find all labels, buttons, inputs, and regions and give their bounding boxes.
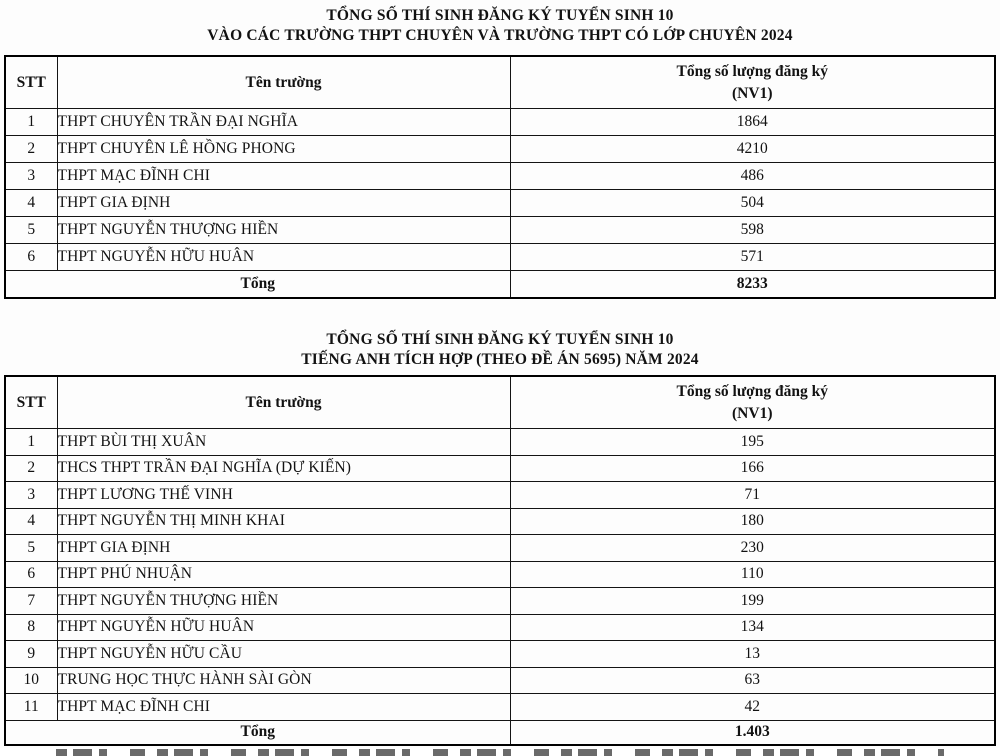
stt-cell: 10 bbox=[5, 667, 57, 694]
school-name-cell: THPT BÙI THỊ XUÂN bbox=[57, 429, 510, 456]
section2-title-line2: TIẾNG ANH TÍCH HỢP (THEO ĐỀ ÁN 5695) NĂM 2024 bbox=[301, 351, 699, 368]
school-name-cell: TRUNG HỌC THỰC HÀNH SÀI GÒN bbox=[57, 667, 510, 694]
count-cell: 1864 bbox=[510, 109, 995, 136]
stt-cell: 11 bbox=[5, 694, 57, 721]
count-cell: 195 bbox=[510, 429, 995, 456]
table-row bbox=[5, 535, 995, 562]
school-name-cell: THPT GIA ĐỊNH bbox=[57, 535, 510, 562]
table-header-row bbox=[5, 56, 995, 109]
school-name-cell: THPT GIA ĐỊNH bbox=[57, 190, 510, 217]
table-row bbox=[5, 136, 995, 163]
stt-cell: 6 bbox=[5, 244, 57, 271]
stt-cell: 5 bbox=[5, 217, 57, 244]
school-name-cell: THPT NGUYỄN THƯỢNG HIỀN bbox=[57, 217, 510, 244]
stt-cell: 5 bbox=[5, 535, 57, 562]
table-row bbox=[5, 429, 995, 456]
school-name-cell: THPT CHUYÊN TRẦN ĐẠI NGHĨA bbox=[57, 109, 510, 136]
school-name-cell: THPT NGUYỄN HỮU HUÂN bbox=[57, 614, 510, 641]
header-count-line2: (NV1) bbox=[732, 84, 773, 102]
table-chuyen-schools bbox=[4, 55, 996, 299]
count-cell: 180 bbox=[510, 508, 995, 535]
school-name-cell: THPT PHÚ NHUẬN bbox=[57, 561, 510, 588]
school-name-cell: THPT LƯƠNG THẾ VINH bbox=[57, 482, 510, 509]
stt-cell: 3 bbox=[5, 163, 57, 190]
school-name-cell: THPT MẠC ĐĨNH CHI bbox=[57, 694, 510, 721]
stt-cell: 8 bbox=[5, 614, 57, 641]
section2-title bbox=[0, 330, 1000, 370]
header-registration-count bbox=[510, 56, 995, 109]
total-row bbox=[5, 271, 995, 299]
school-name-cell: THPT NGUYỄN THỊ MINH KHAI bbox=[57, 508, 510, 535]
count-cell: 486 bbox=[510, 163, 995, 190]
table-row bbox=[5, 455, 995, 482]
table-row bbox=[5, 641, 995, 668]
table-row bbox=[5, 667, 995, 694]
school-name-cell: THPT MẠC ĐĨNH CHI bbox=[57, 163, 510, 190]
section2-title-line1: TỔNG SỐ THÍ SINH ĐĂNG KÝ TUYỂN SINH 10 bbox=[326, 331, 674, 348]
table-row bbox=[5, 561, 995, 588]
stt-cell: 1 bbox=[5, 429, 57, 456]
count-cell: 110 bbox=[510, 561, 995, 588]
count-cell: 504 bbox=[510, 190, 995, 217]
table-row bbox=[5, 614, 995, 641]
stt-cell: 7 bbox=[5, 588, 57, 615]
school-name-cell: THCS THPT TRẦN ĐẠI NGHĨA (DỰ KIẾN) bbox=[57, 455, 510, 482]
table-row bbox=[5, 163, 995, 190]
stt-cell: 4 bbox=[5, 190, 57, 217]
header-count-line2: (NV1) bbox=[732, 404, 773, 422]
stt-cell: 3 bbox=[5, 482, 57, 509]
school-name-cell: THPT NGUYỄN HỮU HUÂN bbox=[57, 244, 510, 271]
table-row bbox=[5, 244, 995, 271]
table-row bbox=[5, 217, 995, 244]
total-value-cell: 1.403 bbox=[510, 720, 995, 745]
stt-cell: 9 bbox=[5, 641, 57, 668]
total-label-cell: Tổng bbox=[5, 271, 510, 299]
table-header-row bbox=[5, 376, 995, 429]
table-row bbox=[5, 508, 995, 535]
section1-title-line2: VÀO CÁC TRƯỜNG THPT CHUYÊN VÀ TRƯỜNG THPT CÓ LỚP CHUYÊN 2024 bbox=[207, 27, 793, 44]
stt-cell: 2 bbox=[5, 136, 57, 163]
section1-title-line1: TỔNG SỐ THÍ SINH ĐĂNG KÝ TUYỂN SINH 10 bbox=[326, 7, 674, 24]
school-name-cell: THPT CHUYÊN LÊ HỒNG PHONG bbox=[57, 136, 510, 163]
count-cell: 166 bbox=[510, 455, 995, 482]
table-integrated-english bbox=[4, 375, 996, 746]
total-value-cell: 8233 bbox=[510, 271, 995, 299]
table-row bbox=[5, 190, 995, 217]
count-cell: 230 bbox=[510, 535, 995, 562]
header-school-name: Tên trường bbox=[57, 376, 510, 429]
table-row bbox=[5, 694, 995, 721]
table-row bbox=[5, 588, 995, 615]
school-name-cell: THPT NGUYỄN HỮU CẦU bbox=[57, 641, 510, 668]
stt-cell: 1 bbox=[5, 109, 57, 136]
header-registration-count bbox=[510, 376, 995, 429]
count-cell: 63 bbox=[510, 667, 995, 694]
table-row bbox=[5, 109, 995, 136]
count-cell: 71 bbox=[510, 482, 995, 509]
school-name-cell: THPT NGUYỄN THƯỢNG HIỀN bbox=[57, 588, 510, 615]
header-stt: STT bbox=[5, 376, 57, 429]
count-cell: 13 bbox=[510, 641, 995, 668]
stt-cell: 4 bbox=[5, 508, 57, 535]
count-cell: 4210 bbox=[510, 136, 995, 163]
total-row bbox=[5, 720, 995, 745]
stt-cell: 6 bbox=[5, 561, 57, 588]
table-row bbox=[5, 482, 995, 509]
clipped-text-line bbox=[56, 749, 944, 756]
stt-cell: 2 bbox=[5, 455, 57, 482]
header-stt: STT bbox=[5, 56, 57, 109]
total-label-cell: Tổng bbox=[5, 720, 510, 745]
count-cell: 598 bbox=[510, 217, 995, 244]
count-cell: 42 bbox=[510, 694, 995, 721]
count-cell: 199 bbox=[510, 588, 995, 615]
header-count-line1: Tổng số lượng đăng ký bbox=[676, 382, 828, 400]
header-count-line1: Tổng số lượng đăng ký bbox=[676, 62, 828, 80]
header-school-name: Tên trường bbox=[57, 56, 510, 109]
count-cell: 571 bbox=[510, 244, 995, 271]
section1-title bbox=[0, 6, 1000, 46]
count-cell: 134 bbox=[510, 614, 995, 641]
